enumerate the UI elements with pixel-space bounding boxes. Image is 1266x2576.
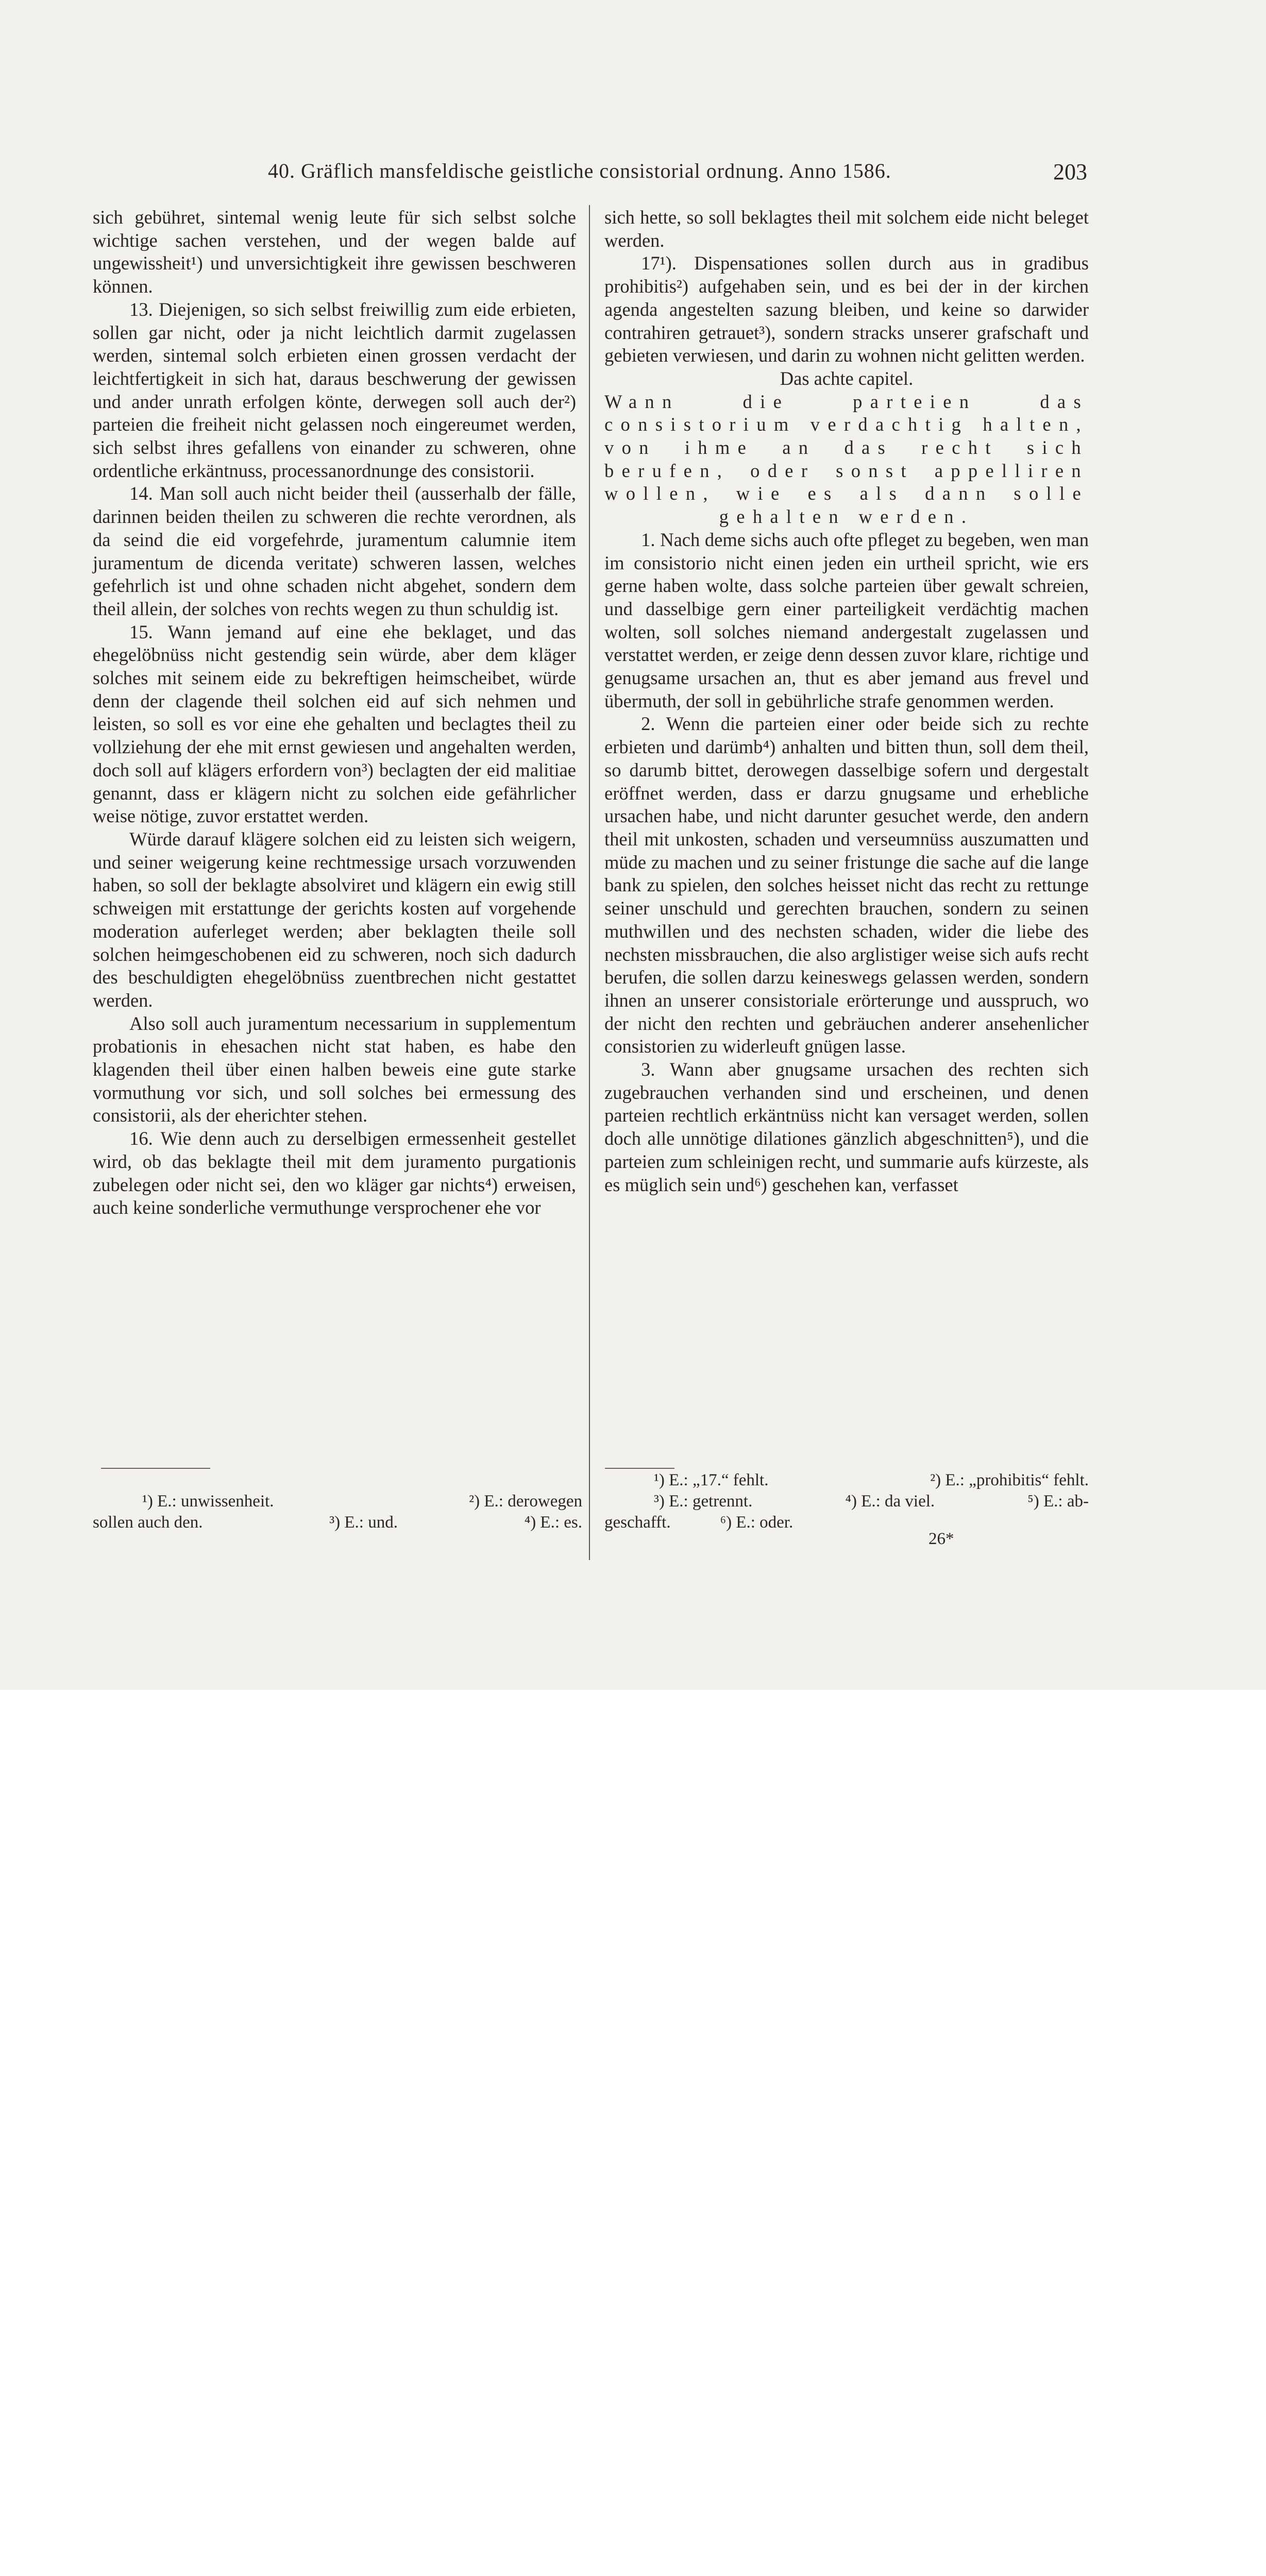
footnote: sollen auch den. [93,1513,203,1532]
footnote: ⁶) E.: oder. [720,1513,794,1532]
paragraph: 2. Wenn die parteien einer oder beide sich zu rechte erbieten und darümb⁴) anhalten und bitten thun, soll dem theil, so darumb bittet, derowegen dasselbige sofern und dergestalt eröffnet werden, dass er darzu gnugsame und erhebliche ursachen habe, und nicht darunter gesuchet werde, den andern theil mit unkosten, schaden und verseumnüss auszumatten und müde zu machen und zu seiner fristunge die sache auf die lange bank zu spielen, den solches heisset nicht das recht zu rettunge seiner unschuld und gerechten brauchen, sondern zu seinen muthwillen und des nechsten schaden, wider die liebe des nechsten missbrauchen, die also arglistiger weise sich aufs recht berufen, die sollen darzu keineswegs gelassen werden, sondern ihnen an unserer consistoriale erörterunge und ausspruch, wo der nicht den rechten und gebräuchen anderer ansehenlicher consistorien zu widerleuft gnügen lasse. [604,713,1089,1057]
footnotes-right [604,1470,1089,1533]
left-column [93,206,576,1219]
footnotes-left [93,1491,582,1533]
paragraph: 15. Wann jemand auf eine ehe beklaget, und das ehegelöbnüss nicht gestendig sein würde, aber dem kläger solches mit seinem eide zu bekreftigen heimscheibet, würde denn der clagende theil solchen eid auf sich nehmen und leisten, so soll es vor eine ehe gehalten und beclagtes theil zu vollziehung der ehe mit ernst gewiesen und angehalten werden, doch soll auf klägers erfordern von³) beclagten der eid malitiae genannt, dass er klägern nicht zu solchen eide gefährlicher weise nötige, zuvor erstattet werden. [93,621,576,827]
paragraph: 16. Wie denn auch zu derselbigen ermessenheit gestellet wird, ob das beklagte theil mit dem juramento purgationis zubelegen oder nicht sei, den wo kläger gar nichts⁴) erweisen, auch keine sonderliche vermuthunge versprochener ehe vor [93,1128,576,1218]
paragraph: 17¹). Dispensationes sollen durch aus in gradibus prohibitis²) aufgehaben sein, und es bei der in der kirchen agenda angestelten sazung bleiben, und keine so darwider contrahiren getrauet³), sondern stracks unserer grafschaft und gebieten verwiesen, und darin zu wohnen nicht gelitten werden. [604,252,1089,366]
footnote: ⁵) E.: ab- [1027,1492,1089,1511]
page-header [93,159,1087,190]
footnote: ²) E.: derowegen [469,1492,582,1511]
column-divider [589,205,590,1560]
footnote: ³) E.: getrennt. [654,1492,753,1511]
paragraph: 1. Nach deme sichs auch ofte pfleget zu begeben, wen man im consistorio nicht einen jeden ein urtheil spricht, wie ers gerne haben wolte, dass solche parteien über gewalt schreien, und dasselbige gern einer parteiligkeit verdächtig machen wolten, soll solches niemand andergestalt zugelassen und verstattet werden, er zeige denn dessen zuvor klare, richtige und genugsame ursachen an, thut es aber jemand aus frevel und übermuth, der soll in gebührliche strafe genommen werden. [604,529,1089,711]
footnote-rule [101,1468,210,1469]
viewer-footer [0,1690,1266,1804]
footnote: ³) E.: und. [329,1513,398,1532]
printer-signature: 26* [929,1530,954,1548]
paragraph: sich gebühret, sintemal wenig leute für sich selbst solche wichtige sachen verstehen, und der wegen balde auf ungewissheit¹) und unversichtigkeit ihre gewissen beschweren können. [93,207,576,297]
footnote-rule [605,1468,674,1469]
footnote-line [604,1470,1089,1491]
footnote: geschafft. [604,1513,671,1532]
paragraph: Würde darauf klägere solchen eid zu leisten sich weigern, und seiner weigerung keine rechtmessige ursach vorzuwenden haben, so soll der beklagte absolviret und klägern ein ewig still schweigen mit erstattunge der gerichts kosten auf vorgehende moderation auferleget werden; aber beklagten theile soll solchen heimgeschobenen eid zu schweren, noch sich dadurch des beschuldigten ehegelöbnüss zuentbrechen nicht gestattet werden. [93,828,576,1011]
page-number: 203 [1053,159,1087,184]
paragraph: 3. Wann aber gnugsame ursachen des rechten sich zugebrauchen verhanden sind und erscheinen, und denen parteien rechtlich erkäntnüss nicht kan versaget werden, sollen doch alle unnötige dilationes gänzlich abgeschnitten⁵), und die parteien zum schleinigen recht, und summarie aufs kürzeste, als es müglich sein und⁶) geschehen kan, verfasset [604,1059,1089,1195]
chapter-heading: Wann die parteien das consistorium verdachtig halten, von ihme an das recht sich berufen, oder sonst appelliren wollen, wie es als dann solle gehalten werden. [604,391,1089,528]
footnote: ⁴) E.: es. [524,1513,582,1532]
footnote: ¹) E.: „17.“ fehlt. [654,1471,769,1489]
chapter-title: Das achte capitel. [780,367,914,389]
paragraph: 13. Diejenigen, so sich selbst freiwillig zum eide erbieten, sollen gar nicht, oder ja nicht leichtlich darmit zugelassen werden, sintemal solch erbieten einen grossen verdacht der leichtfertigkeit in sich hat, daraus beschwerung der gewissen und ander unrath erfolgen könte, derwegen soll auch der²) parteien die freiheit nicht gelassen noch eingereumet werden, sich selbst ihres gefallens von einander zu schweren, ohne ordentliche erkäntnuss, processanordnunge des consistorii. [93,298,576,481]
footnote: ⁴) E.: da viel. [845,1492,935,1511]
paragraph: 14. Man soll auch nicht beider theil (ausserhalb der fälle, darinnen beiden theilen zu schweren die rechte verordnen, als da seind die eid vorgefehrde, juramentum calumnie item juramentum de dicenda veritate) schweren lassen, welches gefehrlich ist und ohne schaden nicht abgehet, sondern dem theil allein, der solches von rechts wegen zu thun schuldig ist. [93,483,576,619]
footnote-line [93,1512,582,1533]
footnote-line [604,1512,1089,1533]
paragraph: Also soll auch juramentum necessarium in supplementum probationis in ehesachen nicht stat haben, es habe den klagenden theil über einen halben beweis eine gute starke vormuthung vor sich, und soll solches bei ermessung des consistorii, als der eherichter stehen. [93,1012,576,1126]
footnote-line [604,1491,1089,1512]
footnote-line [93,1491,582,1512]
running-head: 40. Gräflich mansfeldische geistliche consistorial ordnung. Anno 1586. [268,159,891,182]
footnote: ¹) E.: unwissenheit. [142,1492,274,1511]
right-column [604,206,1089,1196]
footnote: ²) E.: „prohibitis“ fehlt. [930,1471,1089,1489]
paragraph: sich hette, so soll beklagtes theil mit solchem eide nicht beleget werden. [604,207,1089,251]
